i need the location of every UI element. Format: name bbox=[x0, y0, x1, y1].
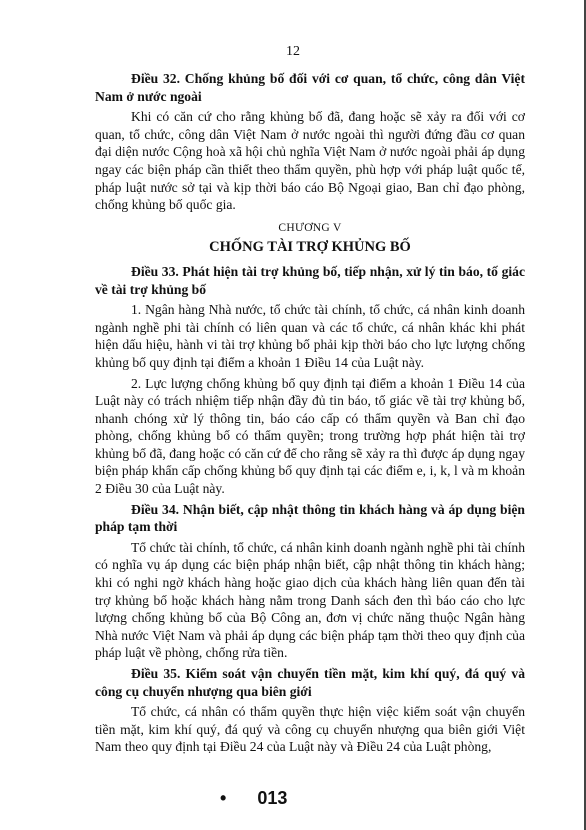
article-32-heading: Điều 32. Chống khủng bố đối với cơ quan, tổ chức, công dân Việt Nam ở nước ngoài bbox=[95, 71, 525, 104]
article-34-heading: Điều 34. Nhận biết, cập nhật thông tin khách hàng và áp dụng biện pháp tạm thời bbox=[95, 501, 525, 535]
page-stamp bbox=[220, 788, 287, 809]
stamp-number: 013 bbox=[257, 788, 288, 808]
article-35-heading: Điều 35. Kiểm soát vận chuyển tiền mặt, kim khí quý, đá quý và công cụ chuyển nhượng qua biên giới bbox=[95, 666, 525, 699]
article-34-paragraph: Tổ chức tài chính, tổ chức, cá nhân kinh doanh ngành nghề phi tài chính có nghĩa vụ áp dụng các biện pháp nhận biết, cập nhật thông tin khách hàng; khi có nghi ngờ khách hàng hoặc giao dịch của khách hàng liên quan đến tài trợ khủng bố hoặc khách hàng nằm trong Danh sách đen thì báo cáo cho lực lượng chống khủng bố của Bộ Công an, đơn vị chức năng thuộc Ngân hàng Nhà nước Việt Nam và phải áp dụng các biện pháp tạm thời theo quy định của pháp luật về phòng, chống rửa tiền. bbox=[95, 539, 525, 661]
article-33-clause-2: 2. Lực lượng chống khủng bố quy định tại điểm a khoản 1 Điều 14 của Luật này có trách nhiệm tiếp nhận đầy đủ tin báo, tố giác về tài trợ khủng bố, nhanh chóng xử lý thông tin, báo cáo cấp có thẩm quyền và Ban chỉ đạo phòng, chống khủng bố có thẩm quyền; trong trường hợp phát hiện tài trợ khủng bố đã, đang hoặc có căn cứ để cho rằng sẽ xảy ra thì được áp dụng ngay biện pháp khẩn cấp chống khủng bố quy định tại các điểm e, i, k, l và m khoản 2 Điều 30 của Luật này. bbox=[95, 375, 525, 497]
chapter-label: CHƯƠNG V bbox=[278, 221, 342, 234]
article-35-paragraph: Tổ chức, cá nhân có thẩm quyền thực hiện việc kiểm soát vận chuyển tiền mặt, kim khí quý, đá quý và công cụ chuyển nhượng qua biên giới Việt Nam theo quy định tại Điều 24 của Luật này và Điều 24 của Luật phòng, bbox=[95, 704, 525, 755]
article-33-clause-1: 1. Ngân hàng Nhà nước, tổ chức tài chính, tổ chức, cá nhân kinh doanh ngành nghề phi tài chính có liên quan và các tổ chức, cá nhân khác khi phát hiện dấu hiệu, hành vi tài trợ khủng bố phải kịp thời báo cho lực lượng chống khủng bố quy định tại điểm a khoản 1 Điều 14 của Luật này. bbox=[95, 302, 525, 370]
article-32-paragraph: Khi có căn cứ cho rằng khủng bố đã, đang hoặc sẽ xảy ra đối với cơ quan, tổ chức, công dân Việt Nam ở nước ngoài thì người đứng đầu cơ quan đại diện nước Cộng hoà xã hội chủ nghĩa Việt Nam ở nước ngoài phải áp dụng ngay các biện pháp cần thiết theo thẩm quyền, phù hợp với pháp luật quốc tế, pháp luật nước sở tại và kịp thời báo cáo Bộ Ngoại giao, Ban chỉ đạo phòng, chống khủng bố quốc gia. bbox=[95, 109, 525, 213]
article-33-heading: Điều 33. Phát hiện tài trợ khủng bố, tiếp nhận, xử lý tin báo, tố giác về tài trợ khủng bố bbox=[95, 263, 525, 297]
document-body bbox=[95, 70, 525, 759]
chapter-title: CHỐNG TÀI TRỢ KHỦNG BỐ bbox=[209, 239, 411, 256]
stamp-dot: • bbox=[220, 788, 227, 808]
page-number: 12 bbox=[286, 44, 300, 59]
